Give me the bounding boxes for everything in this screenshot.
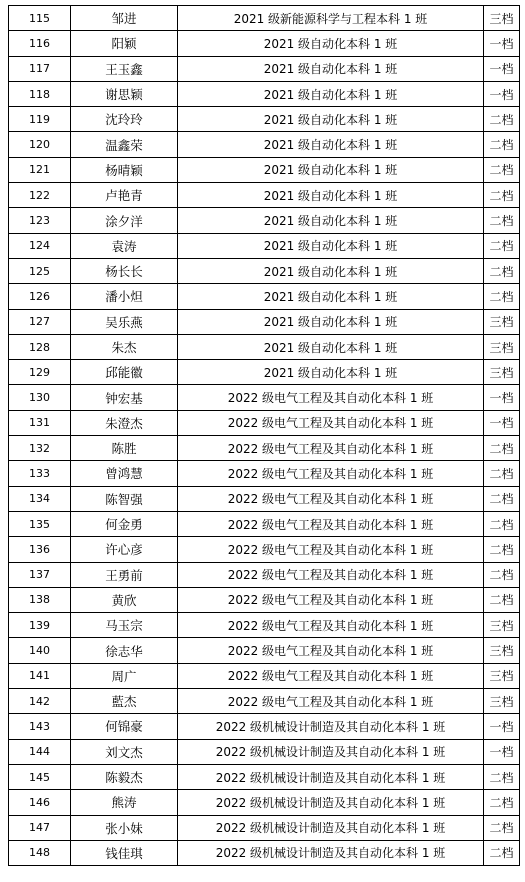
row-number-cell: 128: [9, 334, 71, 359]
table-row: [9, 587, 520, 612]
student-name-cell: 陈胜: [71, 436, 178, 461]
level-cell: 三档: [484, 689, 520, 714]
row-number-cell: 142: [9, 689, 71, 714]
student-name-cell: 陈智强: [71, 486, 178, 511]
student-name-cell: 涂夕洋: [71, 208, 178, 233]
student-name-cell: 邱能徽: [71, 360, 178, 385]
row-number-cell: 139: [9, 613, 71, 638]
student-name-cell: 朱澄杰: [71, 410, 178, 435]
row-number-cell: 122: [9, 183, 71, 208]
row-number-cell: 120: [9, 132, 71, 157]
row-number-cell: 123: [9, 208, 71, 233]
row-number-cell: 129: [9, 360, 71, 385]
student-name-cell: 卢艳青: [71, 183, 178, 208]
level-cell: 二档: [484, 764, 520, 789]
table-row: [9, 840, 520, 865]
level-cell: 二档: [484, 233, 520, 258]
level-cell: 二档: [484, 511, 520, 536]
student-name-cell: 黄欣: [71, 587, 178, 612]
student-name-cell: 钟宏基: [71, 385, 178, 410]
student-name-cell: 陈毅杰: [71, 764, 178, 789]
class-name-cell: 2021 级自动化本科 1 班: [178, 183, 484, 208]
student-name-cell: 谢思颖: [71, 81, 178, 106]
class-name-cell: 2021 级自动化本科 1 班: [178, 284, 484, 309]
table-row: [9, 81, 520, 106]
class-name-cell: 2022 级电气工程及其自动化本科 1 班: [178, 638, 484, 663]
student-name-cell: 许心彦: [71, 537, 178, 562]
row-number-cell: 132: [9, 436, 71, 461]
table-row: [9, 511, 520, 536]
row-number-cell: 133: [9, 461, 71, 486]
row-number-cell: 146: [9, 790, 71, 815]
level-cell: 二档: [484, 107, 520, 132]
class-name-cell: 2022 级机械设计制造及其自动化本科 1 班: [178, 840, 484, 865]
level-cell: 一档: [484, 81, 520, 106]
class-name-cell: 2022 级机械设计制造及其自动化本科 1 班: [178, 714, 484, 739]
table-row: [9, 663, 520, 688]
table-row: [9, 815, 520, 840]
class-name-cell: 2021 级自动化本科 1 班: [178, 258, 484, 283]
table-row: [9, 638, 520, 663]
level-cell: 二档: [484, 258, 520, 283]
row-number-cell: 124: [9, 233, 71, 258]
row-number-cell: 119: [9, 107, 71, 132]
student-name-cell: 何金勇: [71, 511, 178, 536]
level-cell: 三档: [484, 309, 520, 334]
class-name-cell: 2022 级机械设计制造及其自动化本科 1 班: [178, 815, 484, 840]
level-cell: 二档: [484, 815, 520, 840]
class-name-cell: 2021 级新能源科学与工程本科 1 班: [178, 6, 484, 31]
table-row: [9, 132, 520, 157]
table-row: [9, 385, 520, 410]
table-row: [9, 360, 520, 385]
class-name-cell: 2022 级电气工程及其自动化本科 1 班: [178, 486, 484, 511]
row-number-cell: 130: [9, 385, 71, 410]
level-cell: 二档: [484, 157, 520, 182]
row-number-cell: 116: [9, 31, 71, 56]
row-number-cell: 126: [9, 284, 71, 309]
class-name-cell: 2021 级自动化本科 1 班: [178, 132, 484, 157]
class-name-cell: 2022 级电气工程及其自动化本科 1 班: [178, 410, 484, 435]
student-name-cell: 王勇前: [71, 562, 178, 587]
student-name-cell: 刘文杰: [71, 739, 178, 764]
row-number-cell: 118: [9, 81, 71, 106]
table-row: [9, 790, 520, 815]
row-number-cell: 143: [9, 714, 71, 739]
row-number-cell: 125: [9, 258, 71, 283]
student-name-cell: 徐志华: [71, 638, 178, 663]
class-name-cell: 2021 级自动化本科 1 班: [178, 107, 484, 132]
class-name-cell: 2022 级电气工程及其自动化本科 1 班: [178, 511, 484, 536]
table-row: [9, 107, 520, 132]
class-name-cell: 2022 级电气工程及其自动化本科 1 班: [178, 562, 484, 587]
table-row: [9, 258, 520, 283]
level-cell: 三档: [484, 6, 520, 31]
table-row: [9, 208, 520, 233]
student-name-cell: 朱杰: [71, 334, 178, 359]
level-cell: 一档: [484, 56, 520, 81]
table-body: [9, 6, 520, 866]
table-row: [9, 334, 520, 359]
level-cell: 二档: [484, 132, 520, 157]
level-cell: 二档: [484, 183, 520, 208]
student-name-cell: 张小妹: [71, 815, 178, 840]
class-name-cell: 2021 级自动化本科 1 班: [178, 233, 484, 258]
student-name-cell: 钱佳琪: [71, 840, 178, 865]
table-row: [9, 56, 520, 81]
row-number-cell: 136: [9, 537, 71, 562]
class-name-cell: 2021 级自动化本科 1 班: [178, 31, 484, 56]
student-name-cell: 袁涛: [71, 233, 178, 258]
level-cell: 一档: [484, 385, 520, 410]
class-name-cell: 2022 级电气工程及其自动化本科 1 班: [178, 613, 484, 638]
level-cell: 三档: [484, 334, 520, 359]
level-cell: 二档: [484, 790, 520, 815]
table-row: [9, 233, 520, 258]
level-cell: 一档: [484, 739, 520, 764]
level-cell: 一档: [484, 714, 520, 739]
row-number-cell: 115: [9, 6, 71, 31]
level-cell: 三档: [484, 360, 520, 385]
row-number-cell: 131: [9, 410, 71, 435]
level-cell: 二档: [484, 587, 520, 612]
row-number-cell: 127: [9, 309, 71, 334]
row-number-cell: 121: [9, 157, 71, 182]
student-name-cell: 王玉鑫: [71, 56, 178, 81]
student-name-cell: 杨晴颖: [71, 157, 178, 182]
level-cell: 二档: [484, 436, 520, 461]
table-row: [9, 461, 520, 486]
student-name-cell: 周广: [71, 663, 178, 688]
student-name-cell: 杨长长: [71, 258, 178, 283]
table-row: [9, 562, 520, 587]
level-cell: 二档: [484, 486, 520, 511]
level-cell: 二档: [484, 562, 520, 587]
student-name-cell: 曾鸿慧: [71, 461, 178, 486]
table-row: [9, 309, 520, 334]
table-row: [9, 183, 520, 208]
row-number-cell: 137: [9, 562, 71, 587]
student-name-cell: 藍杰: [71, 689, 178, 714]
table-row: [9, 764, 520, 789]
student-name-cell: 阳颖: [71, 31, 178, 56]
class-name-cell: 2022 级机械设计制造及其自动化本科 1 班: [178, 764, 484, 789]
student-name-cell: 吴乐燕: [71, 309, 178, 334]
table-row: [9, 486, 520, 511]
student-list-sheet: [8, 5, 520, 866]
table-row: [9, 157, 520, 182]
table-row: [9, 284, 520, 309]
class-name-cell: 2022 级电气工程及其自动化本科 1 班: [178, 689, 484, 714]
level-cell: 二档: [484, 537, 520, 562]
class-name-cell: 2021 级自动化本科 1 班: [178, 360, 484, 385]
student-name-cell: 何锦豪: [71, 714, 178, 739]
class-name-cell: 2021 级自动化本科 1 班: [178, 334, 484, 359]
table-row: [9, 537, 520, 562]
class-name-cell: 2021 级自动化本科 1 班: [178, 157, 484, 182]
student-name-cell: 沈玲玲: [71, 107, 178, 132]
class-name-cell: 2022 级电气工程及其自动化本科 1 班: [178, 663, 484, 688]
row-number-cell: 141: [9, 663, 71, 688]
table-row: [9, 436, 520, 461]
class-name-cell: 2022 级电气工程及其自动化本科 1 班: [178, 385, 484, 410]
student-name-cell: 邹进: [71, 6, 178, 31]
level-cell: 二档: [484, 840, 520, 865]
class-name-cell: 2021 级自动化本科 1 班: [178, 56, 484, 81]
table-row: [9, 689, 520, 714]
level-cell: 二档: [484, 461, 520, 486]
class-name-cell: 2021 级自动化本科 1 班: [178, 309, 484, 334]
student-name-cell: 温鑫荣: [71, 132, 178, 157]
row-number-cell: 147: [9, 815, 71, 840]
row-number-cell: 117: [9, 56, 71, 81]
class-name-cell: 2022 级电气工程及其自动化本科 1 班: [178, 537, 484, 562]
level-cell: 二档: [484, 208, 520, 233]
student-name-cell: 熊涛: [71, 790, 178, 815]
row-number-cell: 144: [9, 739, 71, 764]
class-name-cell: 2022 级机械设计制造及其自动化本科 1 班: [178, 790, 484, 815]
level-cell: 一档: [484, 410, 520, 435]
level-cell: 二档: [484, 284, 520, 309]
level-cell: 三档: [484, 663, 520, 688]
student-table: [8, 5, 520, 866]
row-number-cell: 135: [9, 511, 71, 536]
class-name-cell: 2021 级自动化本科 1 班: [178, 81, 484, 106]
class-name-cell: 2022 级电气工程及其自动化本科 1 班: [178, 587, 484, 612]
class-name-cell: 2021 级自动化本科 1 班: [178, 208, 484, 233]
level-cell: 三档: [484, 638, 520, 663]
class-name-cell: 2022 级机械设计制造及其自动化本科 1 班: [178, 739, 484, 764]
table-row: [9, 739, 520, 764]
table-row: [9, 714, 520, 739]
table-row: [9, 613, 520, 638]
row-number-cell: 134: [9, 486, 71, 511]
table-row: [9, 410, 520, 435]
row-number-cell: 148: [9, 840, 71, 865]
student-name-cell: 潘小炟: [71, 284, 178, 309]
row-number-cell: 138: [9, 587, 71, 612]
table-row: [9, 31, 520, 56]
student-name-cell: 马玉宗: [71, 613, 178, 638]
table-row: [9, 6, 520, 31]
level-cell: 一档: [484, 31, 520, 56]
row-number-cell: 140: [9, 638, 71, 663]
level-cell: 三档: [484, 613, 520, 638]
row-number-cell: 145: [9, 764, 71, 789]
class-name-cell: 2022 级电气工程及其自动化本科 1 班: [178, 461, 484, 486]
class-name-cell: 2022 级电气工程及其自动化本科 1 班: [178, 436, 484, 461]
